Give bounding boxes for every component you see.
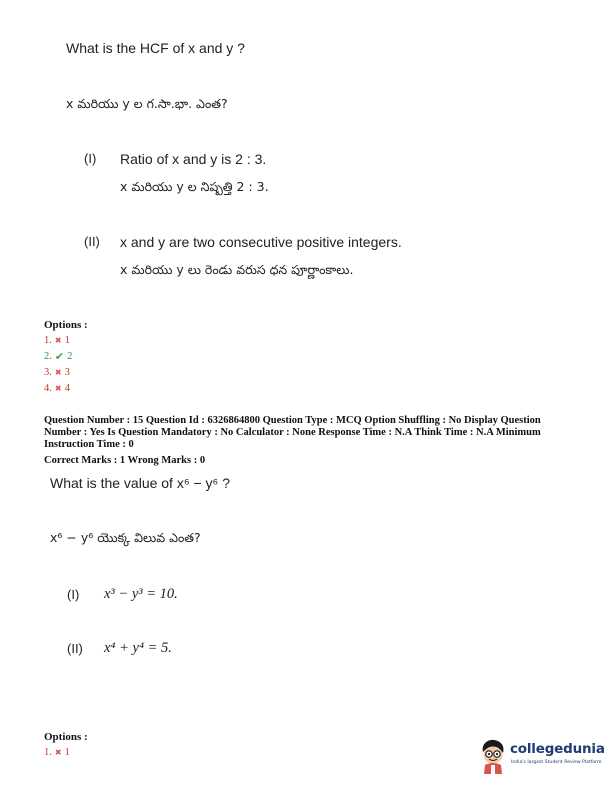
option-number: 4. [44,383,52,394]
option-number: 2. [44,351,52,362]
q14-statement-1-telugu: x మరియు y ల నిష్పత్తి 2 : 3. [120,179,269,194]
cross-icon: ✖ [54,368,62,377]
brand-tagline: India's largest Student Review Platform [511,760,602,765]
option-number: 1. [44,335,52,346]
option-text: 1 [64,335,70,346]
check-icon: ✔ [54,350,65,363]
cross-icon: ✖ [54,336,62,345]
option-number: 3. [44,367,52,378]
cross-icon: ✖ [54,748,62,757]
collegedunia-logo [478,738,605,776]
q14-option-4 [44,383,70,394]
q14-statement-1-label: (I) [84,151,97,166]
q14-question-telugu: x మరియు y ల గ.సా.భా. ఎంత? [66,96,228,111]
q14-statement-2-telugu: x మరియు y లు రెండు వరుస ధన పూర్ణాంకాలు. [120,262,354,277]
option-number: 1. [44,747,52,758]
option-text: 4 [64,383,70,394]
option-text: 2 [67,351,73,362]
q15-statement-2-expression: x⁴ + y⁴ = 5. [104,640,172,656]
q15-metadata: Question Number : 15 Question Id : 6326864800 Question Type : MCQ Option Shuffling : No Display Question Number : Yes Is Question Mandatory : No Calculator : None Response Time : N.A Think Time : N.A Minimum Instruction Time : 0 [44,415,541,450]
q15-question-english: What is the value of x⁶ − y⁶ ? [50,475,230,491]
q15-options-title: Options : [44,731,88,743]
q15-statement-1-expression: x³ − y³ = 10. [104,586,178,602]
q15-statement-2-label: (II) [67,641,83,656]
q15-marks: Correct Marks : 1 Wrong Marks : 0 [44,455,206,466]
option-text: 3 [64,367,70,378]
q14-option-2 [44,350,72,363]
q15-statement-1-label: (I) [67,587,80,602]
q14-question-english: What is the HCF of x and y ? [66,40,245,56]
brand-name: collegedunia [510,741,605,757]
q14-options-title: Options : [44,319,88,331]
q14-option-1 [44,335,70,346]
cross-icon: ✖ [54,384,62,393]
q14-statement-2-label: (II) [84,234,100,249]
option-text: 1 [64,747,70,758]
q15-option-1 [44,747,70,758]
q14-statement-2-english: x and y are two consecutive positive integers. [120,234,402,250]
mascot-icon [478,738,508,774]
q14-statement-1-english: Ratio of x and y is 2 : 3. [120,151,267,167]
q15-question-telugu: x⁶ − y⁶ యొక్క విలువ ఎంత? [50,530,201,545]
q14-option-3 [44,367,70,378]
